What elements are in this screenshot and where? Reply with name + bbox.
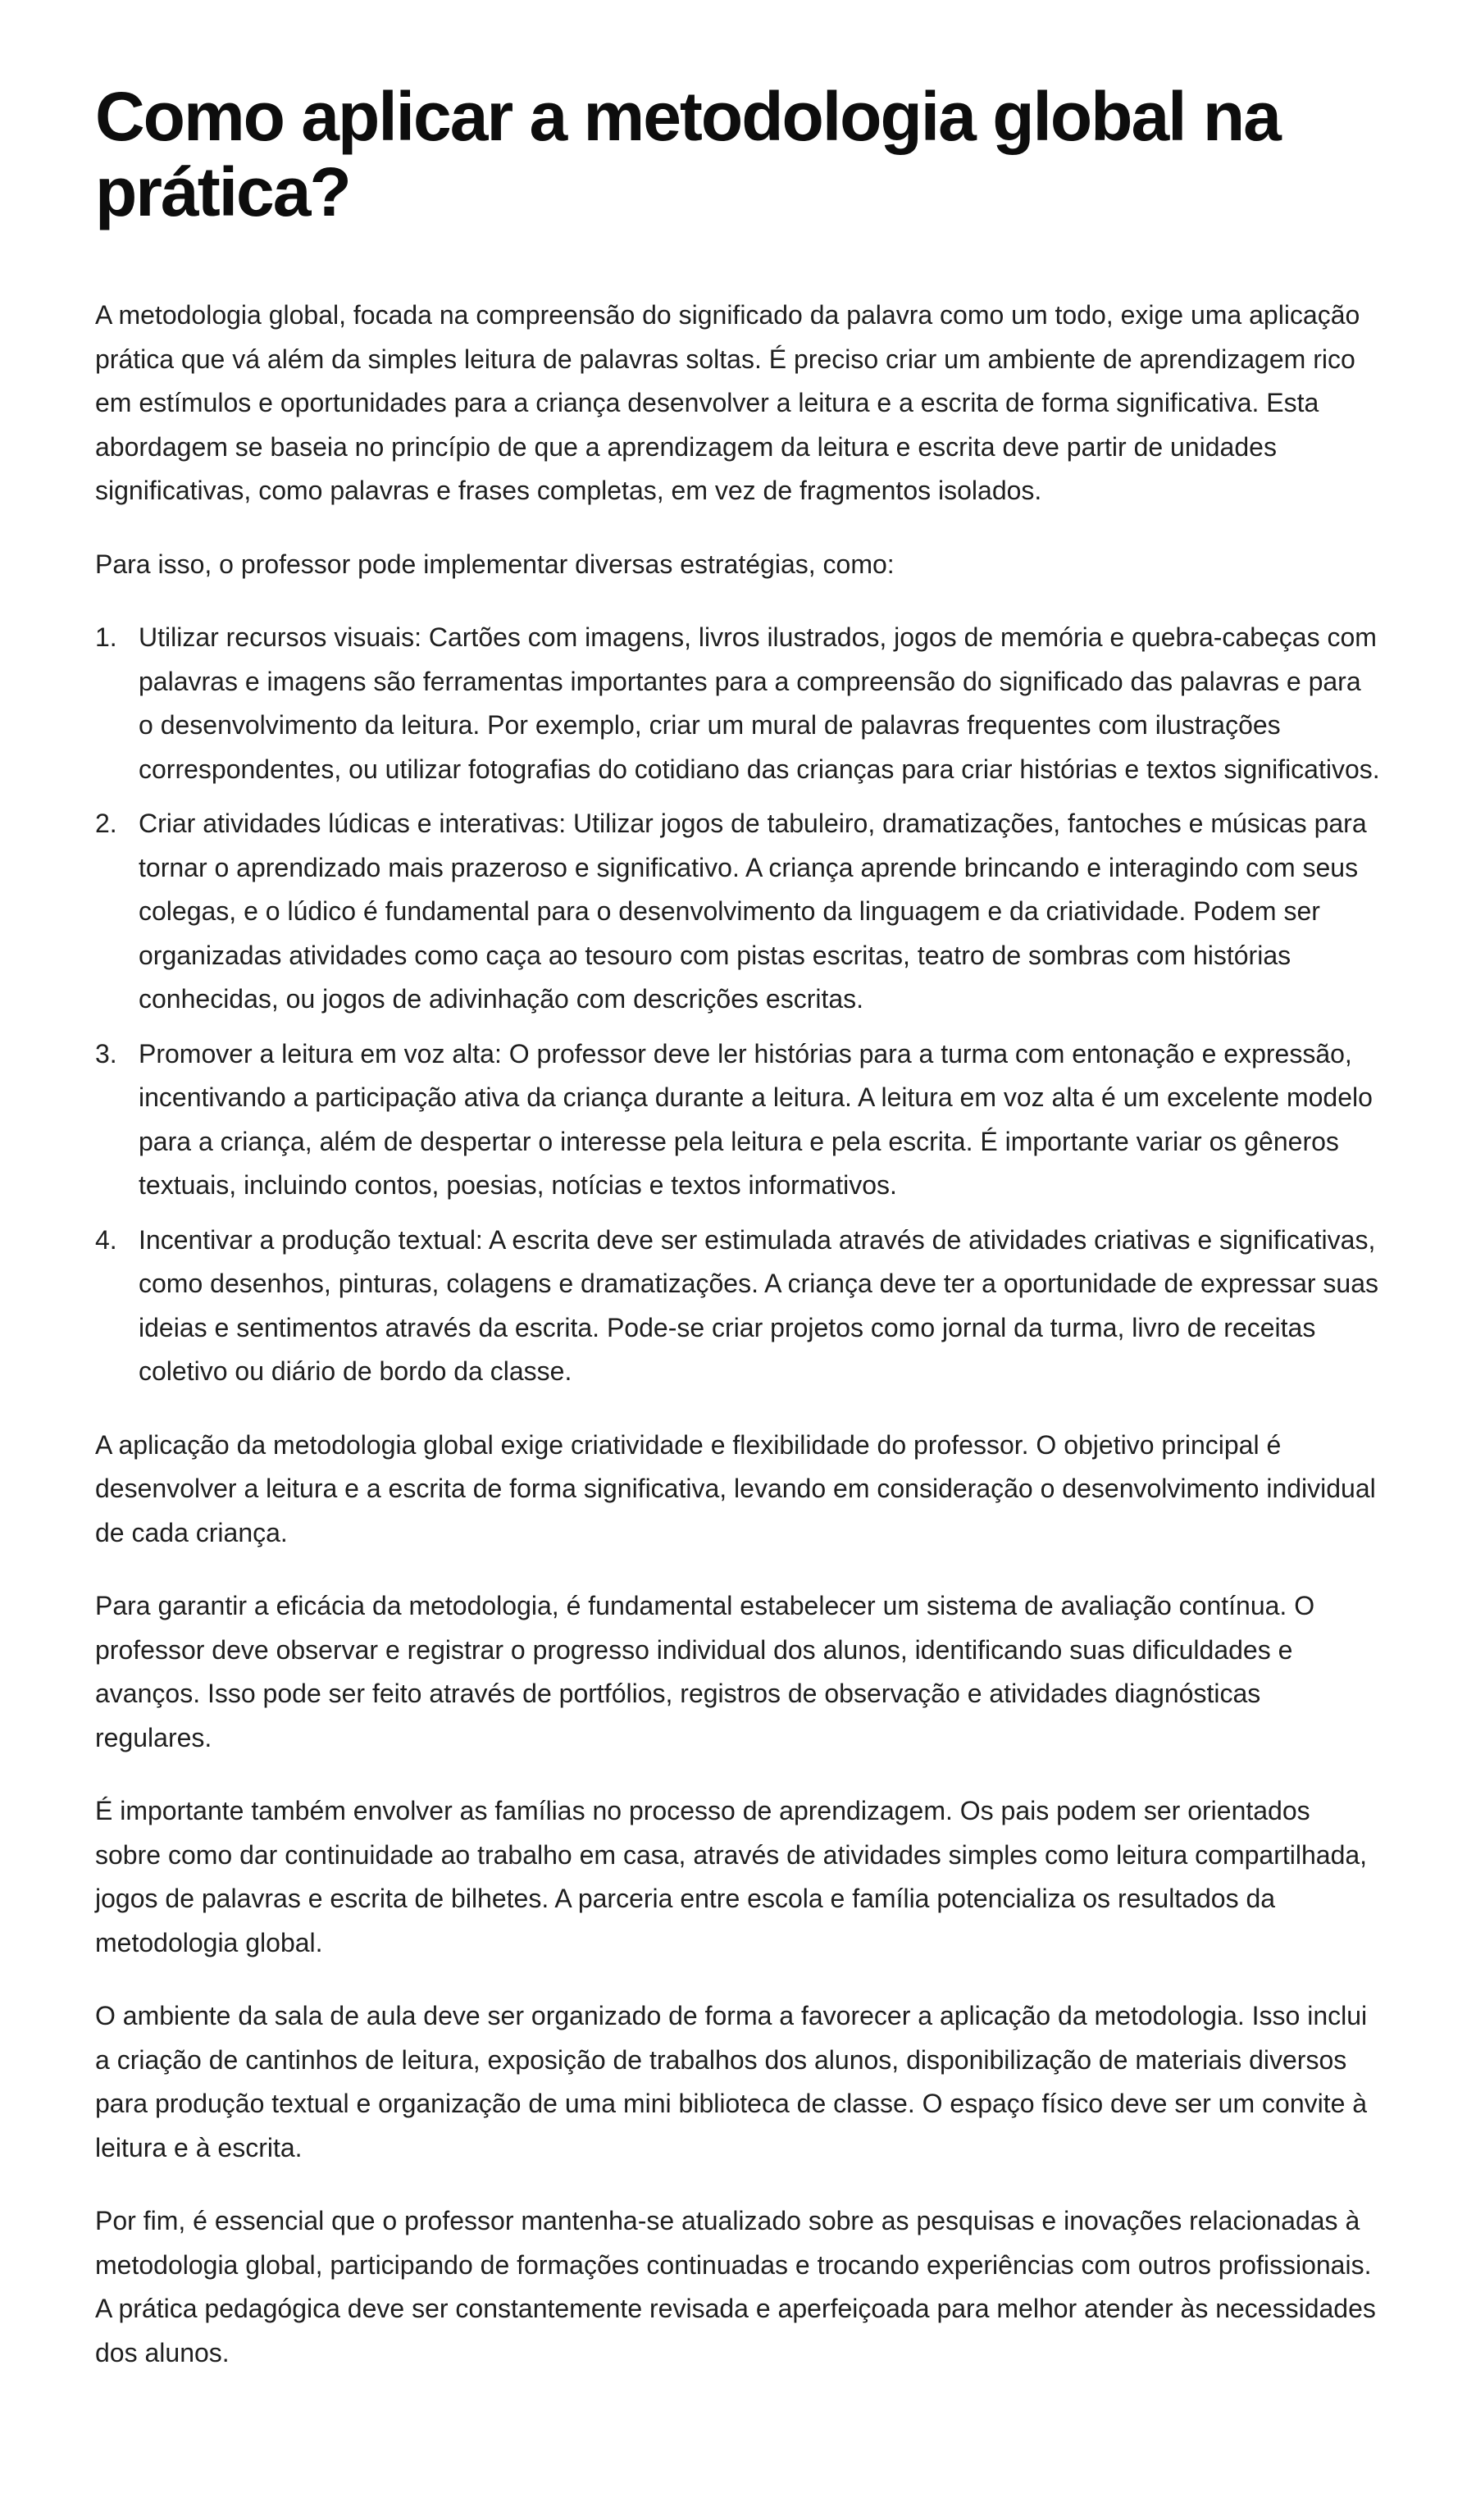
paragraph-creativity: A aplicação da metodologia global exige criatividade e flexibilidade do professor. O objetivo principal é desenvolver a leitura e a escrita de forma significativa, levando em consideração o desenvolvimento individual de cada criança. (95, 1429, 1376, 1547)
list-item-number: 4. (95, 1224, 117, 1255)
list-item-number: 1. (95, 622, 117, 652)
strategies-list (95, 616, 1381, 1394)
list-item (95, 1219, 1381, 1394)
list-item-text: Criar atividades lúdicas e interativas: Utilizar jogos de tabuleiro, dramatizações, fantoches e músicas para tornar o aprendizado mais prazeroso e significativo. A criança aprende brincando e interagindo com seus colegas, e o lúdico é fundamental para o desenvolvimento da linguagem e da criatividade. Podem ser organizadas atividades como caça ao tesouro com pistas escritas, teatro de sombras com histórias conhecidas, ou jogos de adivinhação com descrições escritas. (139, 809, 1367, 1014)
list-item-text: Incentivar a produção textual: A escrita deve ser estimulada através de atividades criativas e significativas, como desenhos, pinturas, colagens e dramatizações. A criança deve ter a oportunidade de expressar suas ideias e sentimentos através da escrita. Pode-se criar projetos como jornal da turma, livro de receitas coletivo ou diário de bordo da classe. (139, 1224, 1379, 1386)
paragraph-classroom: O ambiente da sala de aula deve ser organizado de forma a favorecer a aplicação da metodologia. Isso inclui a criação de cantinhos de leitura, exposição de trabalhos dos alunos, disponibilização de materiais diversos para produção textual e organização de uma mini biblioteca de classe. O espaço físico deve ser um convite à leitura e à escrita. (95, 2001, 1368, 2162)
list-item-text: Promover a leitura em voz alta: O professor deve ler histórias para a turma com entonação e expressão, incentivando a participação ativa da criança durante a leitura. A leitura em voz alta é um excelente modelo para a criança, além de despertar o interesse pela leitura e pela escrita. É importante variar os gêneros textuais, incluindo contos, poesias, notícias e textos informativos. (139, 1038, 1373, 1200)
strategies-lead-in: Para isso, o professor pode implementar diversas estratégias, como: (95, 549, 895, 579)
list-item-text: Utilizar recursos visuais: Cartões com imagens, livros ilustrados, jogos de memória e quebra-cabeças com palavras e imagens são ferramentas importantes para a compreensão do significado das palavras e para o desenvolvimento da leitura. Por exemplo, criar um mural de palavras frequentes com ilustrações correspondentes, ou utilizar fotografias do cotidiano das crianças para criar histórias e textos significativos. (139, 622, 1380, 784)
list-item-number: 2. (95, 809, 117, 838)
paragraph-conclusion: Por fim, é essencial que o professor mantenha-se atualizado sobre as pesquisas e inovações relacionadas à metodologia global, participando de formações continuadas e trocando experiências com outros profissionais. A prática pedagógica deve ser constantemente revisada e aperfeiçoada para melhor atender às necessidades dos alunos. (95, 2206, 1376, 2367)
paragraph-families: É importante também envolver as famílias no processo de aprendizagem. Os pais podem ser orientados sobre como dar continuidade ao trabalho em casa, através de atividades simples como leitura compartilhada, jogos de palavras e escrita de bilhetes. A parceria entre escola e família potencializa os resultados da metodologia global. (95, 1796, 1368, 1957)
list-item (95, 616, 1381, 791)
list-item (95, 1032, 1381, 1208)
page-title: Como aplicar a metodologia global na prática? (95, 78, 1280, 230)
list-item (95, 802, 1381, 1022)
intro-paragraph: A metodologia global, focada na compreensão do significado da palavra como um todo, exige uma aplicação prática que vá além da simples leitura de palavras soltas. É preciso criar um ambiente de aprendizagem rico em estímulos e oportunidades para a criança desenvolver a leitura e a escrita de forma significativa. Esta abordagem se baseia no princípio de que a aprendizagem da leitura e escrita deve partir de unidades significativas, como palavras e frases completas, em vez de fragmentos isolados. (95, 300, 1360, 505)
list-item-number: 3. (95, 1038, 117, 1069)
paragraph-evaluation: Para garantir a eficácia da metodologia, é fundamental estabelecer um sistema de avaliação contínua. O professor deve observar e registrar o progresso individual dos alunos, identificando suas dificuldades e avanços. Isso pode ser feito através de portfólios, registros de observação e atividades diagnósticas regulares. (95, 1591, 1315, 1752)
